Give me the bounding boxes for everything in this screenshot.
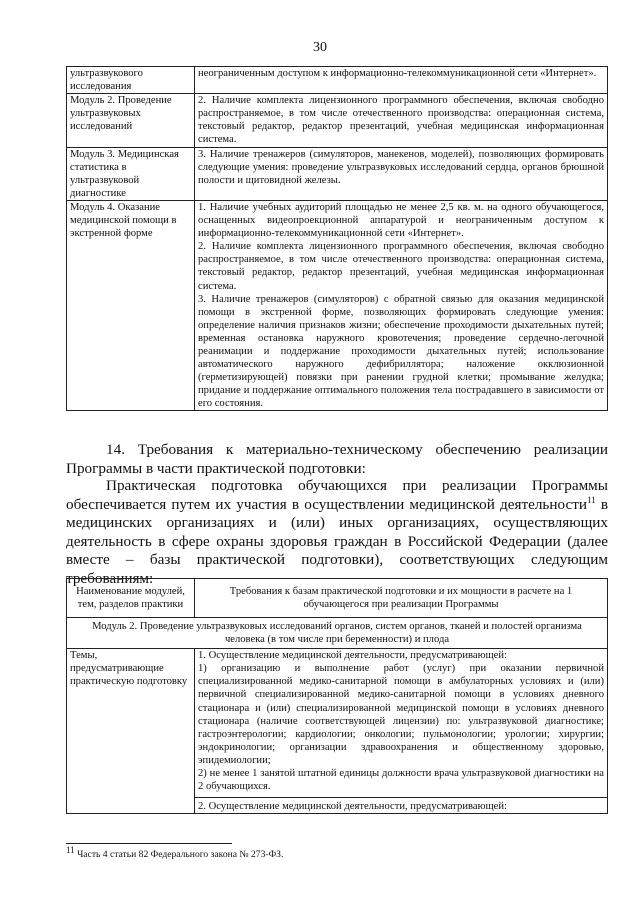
practical-training-table — [66, 578, 608, 814]
table-cell — [195, 67, 608, 94]
module-row — [67, 618, 608, 649]
table-cell-text: 1. Наличие учебных аудиторий площадью не менее 2,5 кв. м. на одного обучающегося, оснащенных видеопроекционной аппаратурой и неограниченным доступом к информационно-телекоммуникационной сети «Интернет». — [198, 201, 604, 240]
table-cell-text: 2. Наличие комплекта лицензионного программного обеспечения, включая свободно распространяемое, в том числе отечественного производства: операционная система, текстовый редактор, редактор презентаций, учебная медицинская информационная система. — [198, 241, 604, 292]
table-cell: Темы, предусматривающие практическую подготовку — [67, 649, 195, 814]
table-cell-text: неограниченным доступом к информационно-телекоммуникационной сети «Интернет». — [198, 68, 597, 79]
table-cell — [195, 649, 608, 814]
table-cell-text: 2. Осуществление медицинской деятельности, предусматривающей: — [195, 797, 607, 813]
table-row — [67, 94, 608, 147]
footnote-mark: 11 — [66, 844, 75, 855]
table-header-cell: Требования к базам практической подготовки и их мощности в расчете на 1 обучающегося при реализации Программы — [195, 579, 608, 618]
footnote-text: Часть 4 статьи 82 Федерального закона № 273-ФЗ. — [74, 849, 284, 860]
paragraph-text: в медицинских организациях и (или) иных организациях, осуществляющих деятельность в сфере охраны здоровья граждан в Российской Федерации (далее вместе – базы практической подготовки), соответствующих следующим требованиям: — [66, 495, 608, 587]
table-cell-text: 2. Наличие комплекта лицензионного программного обеспечения, включая свободно распространяемое, в том числе отечественного производства: операционная система, текстовый редактор, редактор презентаций, учебная медицинская информационная система. — [198, 95, 604, 146]
table-cell-text: 3. Наличие тренажеров (симуляторов) с обратной связью для оказания медицинской помощи в экстренной форме, позволяющих формировать следующие умения: определение наличия признаков жизни; обеспечение проходимости дыхательных путей; временная остановка наружного кровотечения; проведение сердечно-легочной реанимации и поддержание проходимости дыхательных путей; использование автоматического наружного дефибриллятора; наложение окклюзионной (герметизирующей) повязки при ранении грудной клетки; промывание желудка; придание и поддержание оптимального положения тела пострадавшего в зависимости от его состояния. — [198, 293, 604, 410]
table-cell-text: 2) не менее 1 занятой штатной единицы должности врача ультразвуковой диагностики на 2 обучающихся. — [198, 768, 604, 793]
section-paragraph — [66, 477, 608, 589]
table-cell-text: 3. Наличие тренажеров (симуляторов, манекенов, моделей), позволяющих формировать следующие умения: проведение ультразвуковых исследований сердца, органов брюшной полости и щитовидной железы. — [198, 148, 604, 186]
table-cell — [195, 200, 608, 411]
table-row — [67, 200, 608, 411]
table-header-row — [67, 579, 608, 618]
table-header-cell: Наименование модулей, тем, разделов практики — [67, 579, 195, 618]
table-cell: Модуль 3. Медицинская статистика в ультразвуковой диагностике — [67, 147, 195, 200]
module-cell: Модуль 2. Проведение ультразвуковых исследований органов, систем органов, тканей и полостей организма человека (в том числе при беременности) и плода — [67, 618, 608, 649]
paragraph-text: Практическая подготовка обучающихся при реализации Программы обеспечивается путем их участия в осуществлении медицинской деятельности — [66, 477, 608, 513]
page-number: 30 — [313, 40, 327, 55]
table-cell — [195, 147, 608, 200]
table-cell-text: 1. Осуществление медицинской деятельности, предусматривающей: — [198, 650, 507, 662]
table-cell: Модуль 4. Оказание медицинской помощи в экстренной форме — [67, 200, 195, 411]
table-row — [67, 67, 608, 94]
table-cell — [195, 94, 608, 147]
requirements-table-continued — [66, 66, 608, 411]
table-row — [67, 147, 608, 200]
table-row — [67, 649, 608, 814]
footnote-ref: 11 — [586, 494, 596, 505]
footnote — [66, 844, 284, 860]
footnote-divider — [66, 843, 232, 844]
table-cell-text: 1) организацию и выполнение работ (услуг) при оказании первичной специализированной медико-санитарной помощи в амбулаторных условиях и (или) первичной специализированной медико-санитарной помощи в условиях дневного стационара и (или) специализированной медицинской помощи в условиях дневного стационара (наличие соответствующей лицензии) по: ультразвуковой диагностике; гастроэнтерологии; кардиологии; онкологии; пульмонологии; урологии; хирургии; эндокринологии; организации здравоохранения и общественному здоровью, эпидемиологии; — [198, 663, 604, 766]
table-cell: Модуль 2. Проведение ультразвуковых исследований — [67, 94, 195, 147]
section-heading: 14. Требования к материально-техническому обеспечению реализации Программы в части практической подготовки: — [66, 441, 608, 477]
table-cell: ультразвукового исследования — [67, 67, 195, 94]
